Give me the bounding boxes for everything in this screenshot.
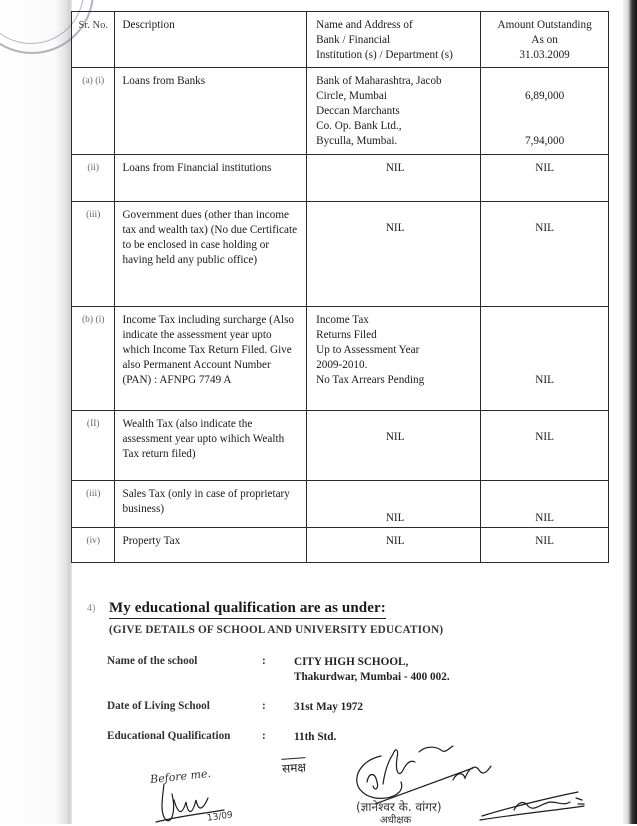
header-bank-line: Institution (s) / Department (s) bbox=[316, 49, 453, 61]
bank-line: Deccan Marchants bbox=[316, 105, 400, 117]
row-sr-no: (iv) bbox=[72, 528, 115, 563]
table-row bbox=[72, 411, 609, 481]
liabilities-table bbox=[71, 11, 609, 563]
field-label: Educational Qualification bbox=[107, 730, 231, 742]
row-description: Loans from Financial institutions bbox=[115, 155, 307, 202]
header-amount-line: 31.03.2009 bbox=[519, 49, 570, 61]
row-description: Government dues (other than income tax and wealth tax) (No due Certificate to be enclosed in case holding or having held any public office) bbox=[115, 202, 307, 307]
row-bank: NIL bbox=[307, 481, 481, 528]
header-amount bbox=[481, 12, 609, 68]
table-row bbox=[72, 528, 609, 563]
amount-value: 6,89,000 bbox=[525, 90, 565, 102]
row-bank bbox=[307, 68, 481, 155]
row-description: Property Tax bbox=[115, 528, 307, 563]
bank-line: Circle, Mumbai bbox=[316, 90, 387, 102]
bank-line: Up to Assessment Year bbox=[316, 344, 420, 356]
deponent-signature bbox=[478, 788, 588, 822]
table-row bbox=[72, 155, 609, 202]
row-sr-no: (a) (i) bbox=[72, 68, 115, 155]
header-bank-line: Name and Address of bbox=[316, 19, 413, 31]
header-bank bbox=[307, 12, 481, 68]
row-amount: NIL bbox=[481, 528, 609, 563]
table-header-row bbox=[72, 12, 609, 68]
row-bank: NIL bbox=[307, 202, 481, 307]
bank-line: 2009-2010. bbox=[316, 359, 368, 371]
table-row bbox=[72, 307, 609, 411]
page-binding-shadow bbox=[0, 0, 72, 824]
row-sr-no: (iii) bbox=[72, 202, 115, 307]
field-value-line: Thakurdwar, Mumbai - 400 002. bbox=[294, 671, 450, 683]
table-row bbox=[72, 202, 609, 307]
row-amount: NIL bbox=[481, 411, 609, 481]
samaksh-text: समक्ष bbox=[281, 757, 306, 777]
table-row bbox=[72, 68, 609, 155]
row-amount: NIL bbox=[481, 481, 609, 528]
row-amount bbox=[481, 307, 609, 411]
field-value bbox=[294, 655, 554, 685]
field-label: Date of Living School bbox=[107, 700, 210, 712]
header-bank-line: Bank / Financial bbox=[316, 34, 391, 46]
field-colon: : bbox=[262, 700, 266, 712]
row-description: Loans from Banks bbox=[115, 68, 307, 155]
row-sr-no: (II) bbox=[72, 411, 115, 481]
bank-line: Returns Filed bbox=[316, 329, 377, 341]
header-amount-line: As on bbox=[531, 34, 558, 46]
field-colon: : bbox=[262, 730, 266, 742]
before-me-note: Before me. bbox=[149, 766, 212, 787]
row-description: Sales Tax (only in case of proprietary business) bbox=[115, 481, 307, 528]
field-value-line: CITY HIGH SCHOOL, bbox=[294, 656, 409, 668]
row-sr-no: (ii) bbox=[72, 155, 115, 202]
amount-value: NIL bbox=[535, 374, 554, 386]
row-description: Wealth Tax (also indicate the assessment year upto wihich Wealth Tax return filed) bbox=[115, 411, 307, 481]
header-sr-no: Sr. No. bbox=[72, 12, 115, 68]
row-amount: NIL bbox=[481, 155, 609, 202]
officer-name-stamp: (ज्ञानेश्वर के. वांगर) bbox=[356, 800, 442, 814]
row-bank: NIL bbox=[307, 528, 481, 563]
field-label: Name of the school bbox=[107, 655, 198, 667]
bank-line: Bank of Maharashtra, Jacob bbox=[316, 75, 442, 87]
field-value: 11th Std. bbox=[294, 731, 337, 743]
officer-title-stamp: अधीक्षक bbox=[380, 815, 412, 826]
bank-line: Byculla, Mumbai. bbox=[316, 135, 398, 147]
section-number: 4) bbox=[87, 603, 96, 614]
amount-value: 7,94,000 bbox=[525, 135, 565, 147]
row-amount bbox=[481, 68, 609, 155]
field-colon: : bbox=[262, 655, 266, 667]
section-subtitle: (GIVE DETAILS OF SCHOOL AND UNIVERSITY EDUCATION) bbox=[109, 624, 444, 636]
row-bank: NIL bbox=[307, 411, 481, 481]
officer-signature bbox=[345, 742, 495, 804]
table-row bbox=[72, 481, 609, 528]
row-description: Income Tax including surcharge (Also indicate the assessment year upto which Income Tax Return Filed. Give also Permanent Account Number (PAN) : AFNPG 7749 A bbox=[115, 307, 307, 411]
header-amount-line: Amount Outstanding bbox=[497, 19, 592, 31]
scan-edge bbox=[623, 0, 637, 824]
header-description: Description bbox=[115, 12, 307, 68]
bank-line: No Tax Arrears Pending bbox=[316, 374, 425, 386]
section-title: My educational qualification are as under: bbox=[109, 600, 386, 619]
bank-line: Co. Op. Bank Ltd., bbox=[316, 120, 402, 132]
row-bank: NIL bbox=[307, 155, 481, 202]
row-bank bbox=[307, 307, 481, 411]
row-sr-no: (b) (i) bbox=[72, 307, 115, 411]
row-sr-no: (iii) bbox=[72, 481, 115, 528]
signature-date: 13/09 bbox=[206, 810, 234, 824]
row-amount: NIL bbox=[481, 202, 609, 307]
bank-line: Income Tax bbox=[316, 314, 369, 326]
field-value: 31st May 1972 bbox=[294, 701, 363, 713]
